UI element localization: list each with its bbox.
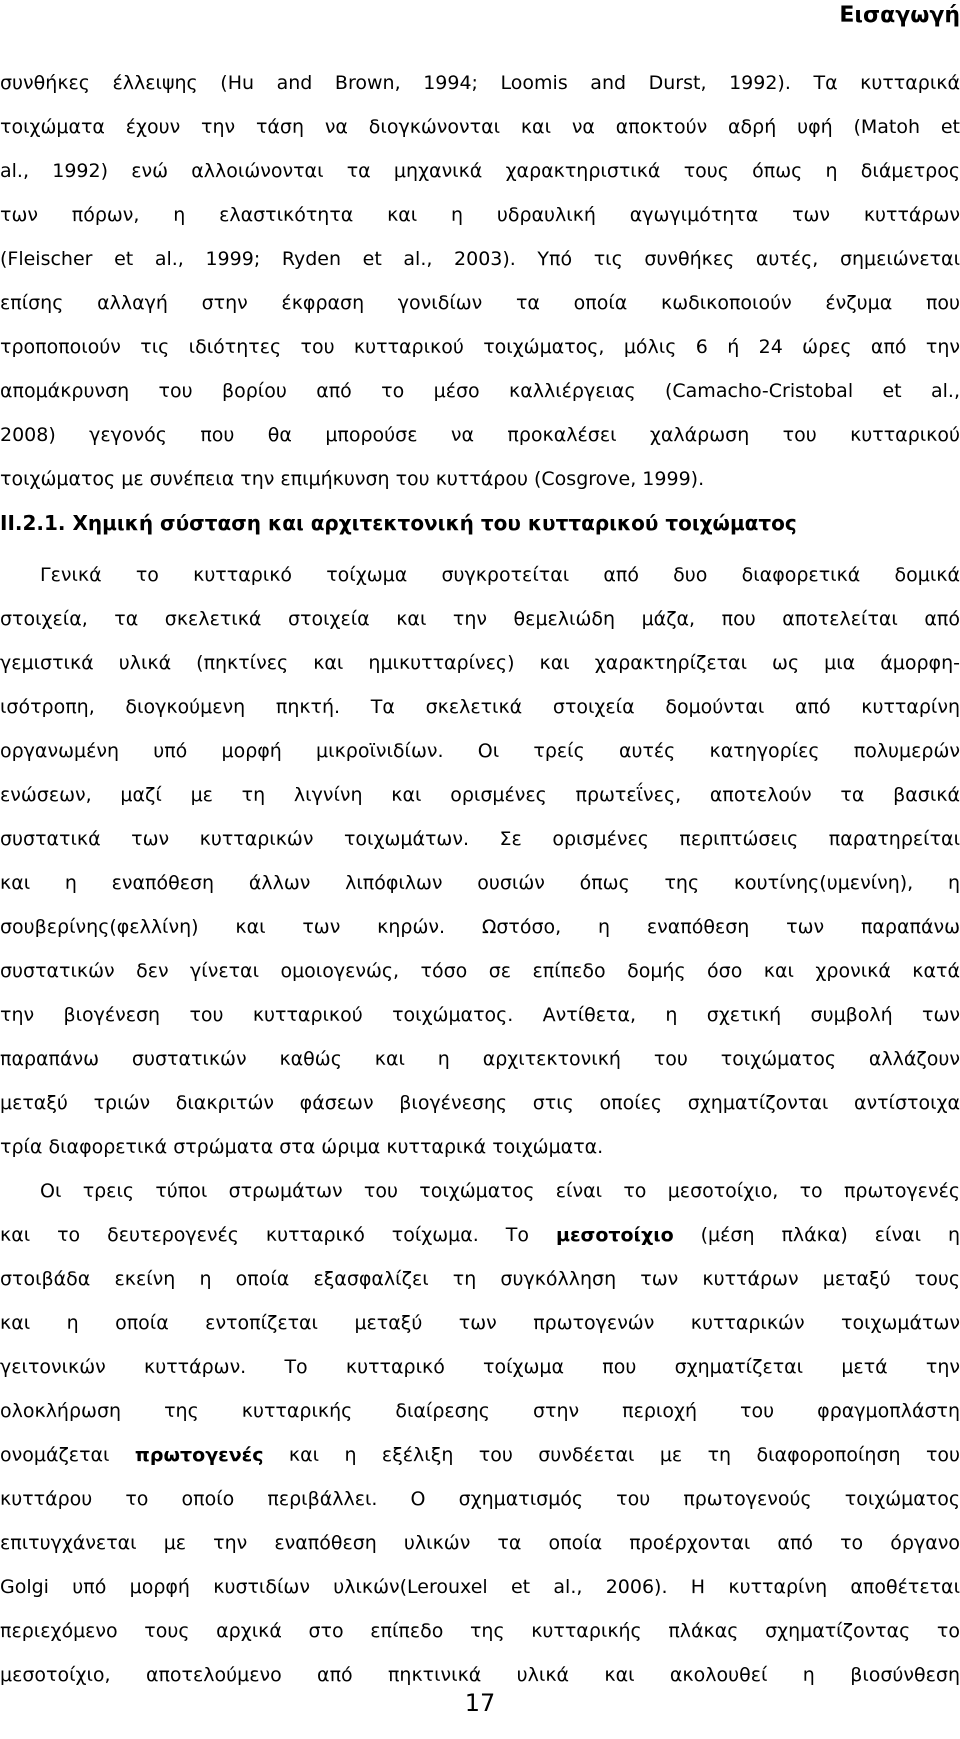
- text-line: 2008) γεγονός που θα μπορούσε να προκαλέσει χαλάρωση του κυτταρικού: [0, 424, 960, 446]
- page-number: 17: [464, 1689, 496, 1717]
- text-line: [0, 1438, 960, 1472]
- text-line: σουβερίνης(φελλίνη) και των κηρών. Ωστόσο, η εναπόθεση των παραπάνω: [0, 916, 960, 938]
- text-line: κυττάρου το οποίο περιβάλλει. Ο σχηματισμός του πρωτογενούς τοιχώματος: [0, 1488, 960, 1510]
- text-line: συστατικά των κυτταρικών τοιχωμάτων. Σε ορισμένες περιπτώσεις παρατηρείται: [0, 828, 960, 850]
- text-line: τρία διαφορετικά στρώματα στα ώριμα κυτταρικά τοιχώματα.: [0, 1136, 604, 1158]
- text-line: στοιχεία, τα σκελετικά στοιχεία και την θεμελιώδη μάζα, που αποτελείται από: [0, 608, 960, 630]
- text-line: γεμιστικά υλικά (πηκτίνες και ημικυτταρίνες) και χαρακτηρίζεται ως μια άμορφη-: [0, 652, 960, 674]
- text-line: των πόρων, η ελαστικότητα και η υδραυλική αγωγιμότητα των κυττάρων: [0, 204, 960, 226]
- text-line: μεταξύ τριών διακριτών φάσεων βιογένεσης στις οποίες σχηματίζονται αντίστοιχα: [0, 1092, 960, 1114]
- text-line: επίσης αλλαγή στην έκφραση γονιδίων τα οποία κωδικοποιούν ένζυμα που: [0, 292, 960, 314]
- text-line: τοιχώματος με συνέπεια την επιμήκυνση του κυττάρου (Cosgrove, 1999).: [0, 468, 705, 490]
- text-line: γειτονικών κυττάρων. Το κυτταρικό τοίχωμα που σχηματίζεται μετά την: [0, 1356, 960, 1378]
- text-line: (Fleischer et al., 1999; Ryden et al., 2003). Υπό τις συνθήκες αυτές, σημειώνεται: [0, 248, 960, 270]
- text-line: μεσοτοίχιο, αποτελούμενο από πηκτινικά υλικά και ακολουθεί η βιοσύνθεση: [0, 1664, 960, 1686]
- text-line: παραπάνω συστατικών καθώς και η αρχιτεκτονική του τοιχώματος αλλάζουν: [0, 1048, 960, 1070]
- text-line: al., 1992) ενώ αλλοιώνονται τα μηχανικά χαρακτηριστικά τους όπως η διάμετρος: [0, 160, 960, 182]
- text-span: και το δευτερογενές κυτταρικό τοίχωμα. Το: [0, 1224, 556, 1246]
- text-line: ισότροπη, διογκούμενη πηκτή. Τα σκελετικά στοιχεία δομούνται από κυτταρίνη: [0, 696, 960, 718]
- text-line: ενώσεων, μαζί με τη λιγνίνη και ορισμένες πρωτεΐνες, αποτελούν τα βασικά: [0, 784, 960, 806]
- header-title: Εισαγωγή: [839, 3, 960, 28]
- text-span: (μέση πλάκα) είναι η: [673, 1224, 960, 1246]
- text-line: περιεχόμενο τους αρχικά στο επίπεδο της κυτταρικής πλάκας σχηματίζοντας το: [0, 1620, 960, 1642]
- text-line: συστατικών δεν γίνεται ομοιογενώς, τόσο σε επίπεδο δομής όσο και χρονικά κατά: [0, 960, 960, 982]
- text-line: [0, 1218, 960, 1252]
- text-line: συνθήκες έλλειψης (Hu and Brown, 1994; Loomis and Durst, 1992). Τα κυτταρικά: [0, 72, 960, 94]
- text-line: και η εναπόθεση άλλων λιπόφιλων ουσιών όπως της κουτίνης(υμενίνη), η: [0, 872, 960, 894]
- text-line: την βιογένεση του κυτταρικού τοιχώματος. Αντίθετα, η σχετική συμβολή των: [0, 1004, 960, 1026]
- term-protogenes: πρωτογενές: [134, 1444, 264, 1466]
- text-line: τοιχώματα έχουν την τάση να διογκώνονται και να αποκτούν αδρή υφή (Matoh et: [0, 116, 960, 138]
- text-line: επιτυγχάνεται με την εναπόθεση υλικών τα οποία προέρχονται από το όργανο: [0, 1532, 960, 1554]
- term-mesotoichio: μεσοτοίχιο: [555, 1224, 674, 1246]
- text-line: Οι τρεις τύποι στρωμάτων του τοιχώματος είναι το μεσοτοίχιο, το πρωτογενές: [40, 1180, 960, 1202]
- text-line: ολοκλήρωση της κυτταρικής διαίρεσης στην περιοχή του φραγμοπλάστη: [0, 1400, 960, 1422]
- text-line: Golgi υπό μορφή κυστιδίων υλικών(Lerouxel et al., 2006). Η κυτταρίνη αποθέτεται: [0, 1576, 960, 1598]
- section-heading: II.2.1. Χημική σύσταση και αρχιτεκτονική του κυτταρικού τοιχώματος: [0, 511, 797, 535]
- text-line: στοιβάδα εκείνη η οποία εξασφαλίζει τη συγκόλληση των κυττάρων μεταξύ τους: [0, 1268, 960, 1290]
- text-span: και η εξέλιξη του συνδέεται με τη διαφοροποίηση του: [263, 1444, 960, 1466]
- text-line: τροποποιούν τις ιδιότητες του κυτταρικού τοιχώματος, μόλις 6 ή 24 ώρες από την: [0, 336, 960, 358]
- text-line: και η οποία εντοπίζεται μεταξύ των πρωτογενών κυτταρικών τοιχωμάτων: [0, 1312, 960, 1334]
- text-line: απομάκρυνση του βορίου από το μέσο καλλιέργειας (Camacho-Cristobal et al.,: [0, 380, 960, 402]
- text-line: οργανωμένη υπό μορφή μικροϊνιδίων. Οι τρείς αυτές κατηγορίες πολυμερών: [0, 740, 960, 762]
- running-header: [0, 0, 960, 40]
- text-line: Γενικά το κυτταρικό τοίχωμα συγκροτείται από δυο διαφορετικά δομικά: [40, 564, 960, 586]
- text-span: ονομάζεται: [0, 1444, 135, 1466]
